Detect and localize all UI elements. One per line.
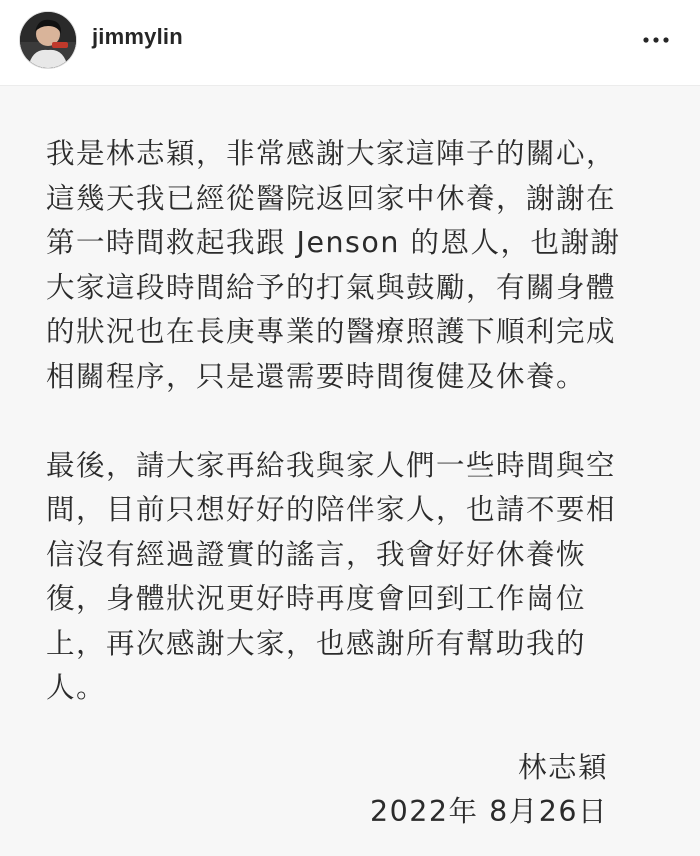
text-line: 上，再次感謝大家，也感謝所有幫助我的	[46, 626, 587, 660]
text-line: 最後，請大家再給我與家人們一些時間與空	[46, 448, 617, 482]
avatar[interactable]	[20, 12, 76, 68]
signature-date: 2022年 8月26日	[370, 795, 608, 828]
text-line: 的狀況也在長庚專業的醫療照護下順利完成	[46, 315, 617, 348]
username-link[interactable]: jimmylin	[92, 24, 183, 49]
text-line: 第一時間救起我跟 Jenson 的恩人，也謝謝	[46, 226, 621, 259]
statement-paragraph-2	[46, 444, 656, 711]
text-line: 這幾天我已經從醫院返回家中休養，謝謝在	[46, 181, 617, 215]
text-line: 信沒有經過證實的謠言，我會好好休養恢	[46, 537, 587, 571]
text-line: 我是林志穎，非常感謝大家這陣子的關心，	[46, 137, 617, 170]
post-header	[0, 0, 700, 86]
signature-block	[370, 746, 608, 834]
text-line: 間，目前只想好好的陪伴家人，也請不要相	[46, 493, 617, 526]
signature-name: 林志穎	[517, 751, 608, 784]
text-line: 大家這段時間給予的打氣與鼓勵，有關身體	[46, 270, 617, 304]
more-options-button[interactable]	[632, 24, 680, 56]
text-line: 復，身體狀況更好時再度會回到工作崗位	[46, 582, 587, 615]
profile-avatar-image	[20, 12, 76, 68]
statement-paragraph-1	[46, 132, 656, 399]
statement-text	[46, 132, 656, 711]
more-horizontal-icon	[643, 37, 669, 43]
text-line: 相關程序，只是還需要時間復健及休養。	[46, 359, 587, 393]
text-line: 人。	[46, 671, 107, 704]
post-image	[0, 86, 700, 856]
